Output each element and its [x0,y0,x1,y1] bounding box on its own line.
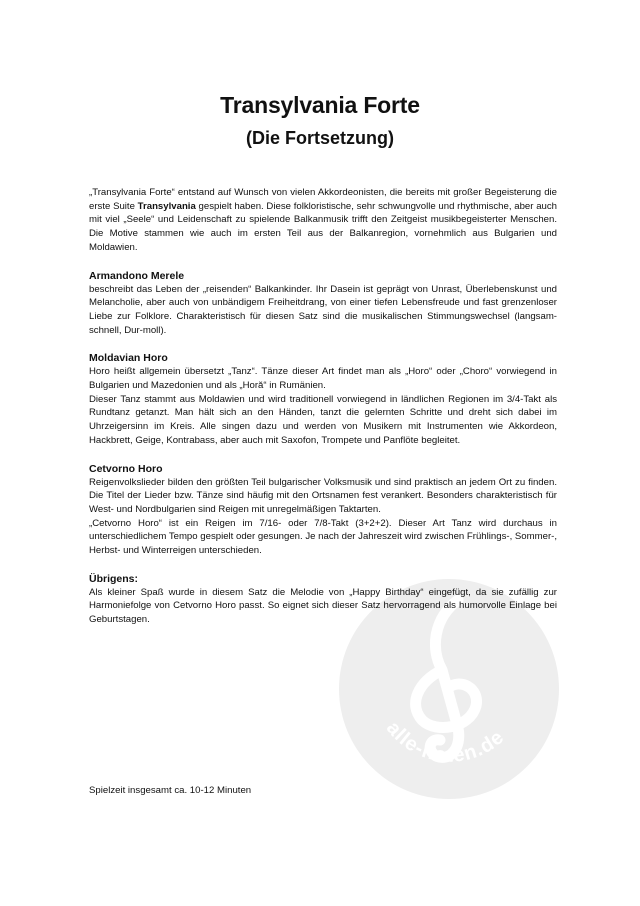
section-text-moldavian-1: Horo heißt allgemein übersetzt „Tanz“. Tänze dieser Art findet man als „Horo“ oder „Choro“ vorwiegend in Bulgarien und Mazedonien und als „Horă“ in Rumänien. [89,366,557,392]
section-heading-moldavian: Moldavian Horo [89,352,168,365]
intro-paragraph: „Transylvania Forte“ entstand auf Wunsch von vielen Akkordeonisten, die bereits mit großer Begeisterung die erste Suite Transylvania gespielt haben. Diese folkloristische, sehr schwungvolle und rhythmische, aber auch mit viel „Seele“ und Leidenschaft zu spielende Balkanmusik trifft den Zeitgeist musikbegeisterter Menschen. Die Motive stammen wie auch im ersten Teil aus der Balkanregion, vornehmlich aus Bulgarien und Moldawien. [89,187,557,253]
intro-bold-title: Transylvania [137,200,196,212]
document-subtitle: (Die Fortsetzung) [246,128,394,148]
document-title: Transylvania Forte [220,92,420,118]
watermark-text: alle-noten.de [381,717,509,767]
section-heading-armandono: Armandono Merele [89,269,185,282]
playing-time-note: Spielzeit insgesamt ca. 10-12 Minuten [89,785,252,796]
document-body [89,186,557,627]
section-text-armandono: beschreibt das Leben der „reisenden“ Balkankinder. Ihr Dasein ist geprägt von Unrast, Überlebenskunst und Melancholie, aber auch von unbändigem Freiheitdrang, von einer tiefen Lebensfreude und fast grenzenloser Liebe zur Folklore. Charakteristisch für diesen Satz sind die musikalischen Stimmungswechsel (langsam-schnell, Dur-moll). [89,283,557,336]
section-heading-uebrigens: Übrigens: [89,572,139,585]
section-text-cetvorno-2: „Cetvorno Horo“ ist ein Reigen im 7/16- oder 7/8-Takt (3+2+2). Dieser Art Tanz wird durchaus in unterschiedlichem Tempo gespielt oder gesungen. Je nach der Jahreszeit wird zwischen Frühlings-, Sommer-, Herbst- und Winterreigen unterschieden. [89,517,558,557]
section-heading-cetvorno: Cetvorno Horo [89,462,163,475]
section-text-moldavian-2: Dieser Tanz stammt aus Moldawien und wird traditionell vorwiegend in ländlichen Regionen im 3/4-Takt als Rundtanz getanzt. Man hält sich an den Händen, tanzt die gelernten Schritte und dreht sich dabei im Uhrzeigersinn im Kreis. Alle singen dazu und werden von Musikern mit Instrumenten wie Akkordeon, Hackbrett, Geige, Kontrabass, aber auch mit Saxofon, Trompete und Panflöte begleitet. [89,393,557,446]
section-text-uebrigens: Als kleiner Spaß wurde in diesem Satz die Melodie von „Happy Birthday“ eingefügt, da sie zufällig zur Harmoniefolge von Cetvorno Horo passt. So eignet sich dieser Satz hervorragend als humorvolle Einlage bei Geburtstagen. [89,586,557,626]
section-text-cetvorno-1: Reigenvolkslieder bilden den größten Teil bulgarischer Volksmusik und sind praktisch an jedem Ort zu finden. Die Titel der Lieder bzw. Tänze sind häufig mit den Ortsnamen fest verankert. Besonders charakteristisch für West- und Nordbulgarien sind Reigen mit unregelmäßigen Taktarten. [89,476,557,515]
